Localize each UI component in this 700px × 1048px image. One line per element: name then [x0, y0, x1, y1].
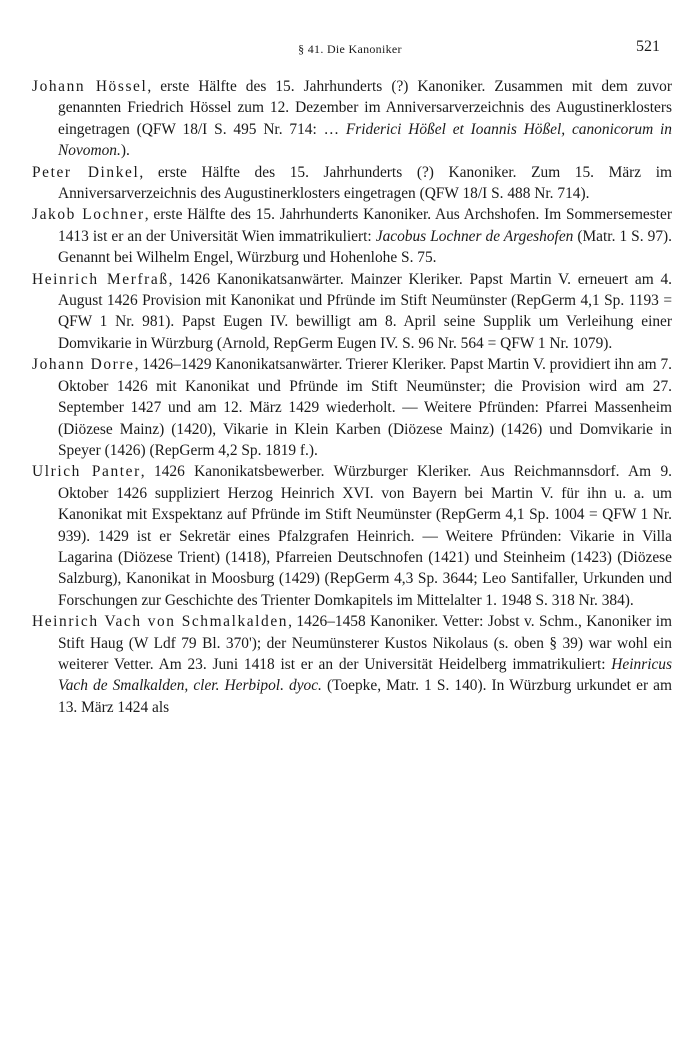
entry-name: Heinrich Vach von Schmalkalden — [32, 613, 289, 631]
entry-name: Jakob Lochner — [32, 206, 145, 224]
entry-text: ). — [120, 142, 130, 160]
entry — [32, 162, 672, 205]
entry — [32, 76, 672, 162]
entry-name: Heinrich Merfraß — [32, 270, 169, 288]
page-number: 521 — [636, 38, 660, 55]
entries-list — [32, 76, 672, 718]
entry-text: , 1426 Kanonikatsbewerber. Würzburger Kleriker. Aus Reichmannsdorf. Am 9. Oktober 1426 suppliziert Herzog Heinrich XVI. von Bayern bei Martin V. für ihn u. a. um Kanonikat mit Exspektanz auf Pfründe im Stift Neumünster (RepGerm 4,1 Sp. 1004 = QFW 1 Nr. 939). 1429 ist er Sekretär eines Pfalzgrafen Heinrich. — Weitere Pfründen: Vikarie in Villa Lagarina (Diözese Trient) (1418), Pfarreien Deutschnofen (1421) und Steinheim (1423) (Diözese Salzburg), Kanonikat in Moosburg (1429) (RepGerm 4,3 Sp. 3644; Leo Santifaller, Urkunden und Forschungen zur Geschichte des Trienter Domkapitels im Mittelalter 1. 1948 S. 318 Nr. 384). — [58, 463, 672, 609]
entry-text: , erste Hälfte des 15. Jahrhunderts (?) Kanoniker. Zum 15. März im Anniversarverzeichnis des Augustinerklosters eingetragen (QFW 18/I S. 488 Nr. 714). — [58, 163, 672, 203]
entry — [32, 461, 672, 611]
entry — [32, 204, 672, 268]
entry-name: Johann Hössel — [32, 78, 148, 95]
entry — [32, 269, 672, 355]
entry — [32, 354, 672, 461]
entry-quote: Friderici Hößel et Ioannis Hößel, canonicorum in Novomon. — [58, 120, 672, 160]
entry-quote: Heinricus Vach de Smalkalden, cler. Herbipol. dyoc. — [58, 655, 672, 695]
entry-text: , erste Hälfte des 15. Jahrhunderts Kanoniker. Aus Archshofen. Im Sommersemester 1413 ist er an der Universität Wien immatrikuliert: — [58, 206, 672, 245]
entry-name: Ulrich Panter — [32, 463, 141, 481]
entry — [32, 611, 672, 718]
entry-text: (Matr. 1 S. 97). Genannt bei Wilhelm Engel, Würzburg und Hohenlohe S. 75. — [58, 227, 672, 267]
entry-text: , 1426 Kanonikatsanwärter. Mainzer Kleriker. Papst Martin V. erneuert am 4. August 1426 Provision mit Kanonikat und Pfründe im Stift Neumünster (RepGerm 4,1 Sp. 1193 = QFW 1 Nr. 981). Papst Eugen IV. bewilligt am 8. April seine Supplik um Verleihung einer Domvikarie in Würzburg (Arnold, RepGerm Eugen IV. S. 96 Nr. 564 = QFW 1 Nr. 1079). — [58, 270, 672, 352]
entry-name: Peter Dinkel — [32, 163, 140, 181]
entry-name: Johann Dorre — [32, 356, 135, 374]
entry-text: , erste Hälfte des 15. Jahrhunderts (?) Kanoniker. Zusammen mit dem zuvor genannten Friedrich Hössel zum 12. Dezember im Anniversarverzeichnis des Augustinerklosters eingetragen (QFW 18/I S. 495 Nr. 714: … — [58, 78, 672, 138]
entry-text: , 1426–1458 Kanoniker. Vetter: Jobst v. Schm., Kanoniker im Stift Haug (W Ldf 79 Bl. 370'); der Neumünsterer Kustos Nikolaus (s. oben § 39) war wohl ein weiterer Vetter. Am 23. Juni 1418 ist er an der Universität Heidelberg immatrikuliert: — [58, 613, 672, 673]
page-header — [40, 38, 660, 60]
running-head: § 41. Die Kanoniker — [298, 42, 402, 56]
entry-text: (Toepke, Matr. 1 S. 140). In Würzburg urkundet er am 13. März 1424 als — [58, 677, 672, 716]
entry-quote: Jacobus Lochner de Argeshofen — [375, 227, 574, 245]
entry-text: , 1426–1429 Kanonikatsanwärter. Trierer Kleriker. Papst Martin V. providiert ihn am 7. Oktober 1426 mit Kanonikat und Pfründe im Stift Neumünster; die Provision wird am 27. September 1427 und am 12. März 1429 wiederholt. — Weitere Pfründen: Pfarrei Massenheim (Diözese Mainz) (1420), Vikarie in Klein Karben (Diözese Mainz) (1426) und Domvikarie in Speyer (1426) (RepGerm 4,2 Sp. 1819 f.). — [58, 356, 673, 459]
